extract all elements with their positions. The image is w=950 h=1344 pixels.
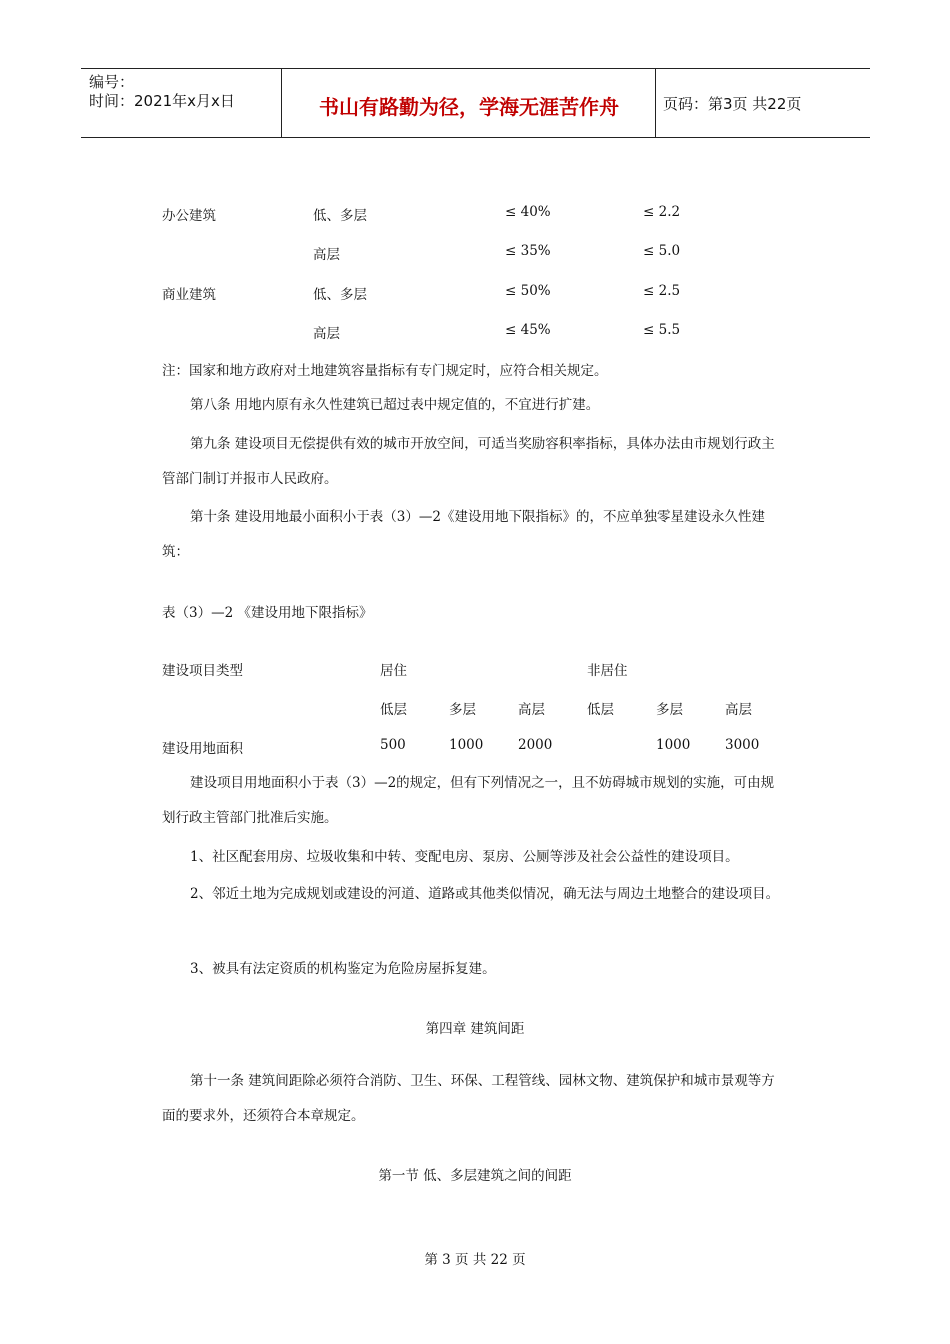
- exception-paragraph: 建设项目用地面积小于表（3）—2的规定，但有下列情况之一，且不妨碍城市规划的实施，可由规划行政主管部门批准后实施。: [162, 775, 775, 826]
- table-cell: ≤ 5.0: [643, 243, 681, 259]
- list-item: 2、邻近土地为完成规划或建设的河道、道路或其他类似情况，确无法与周边土地整合的建设项目。: [190, 886, 780, 902]
- table-subheader: 高层: [518, 702, 545, 718]
- table-cell: 低、多层: [313, 208, 367, 224]
- document-time-label: 时间：2021年x月x日: [89, 92, 235, 110]
- chapter-heading: 第四章 建筑间距: [425, 1021, 525, 1037]
- section-heading: 第一节 低、多层建筑之间的间距: [378, 1168, 572, 1184]
- table-value: 1000: [656, 737, 691, 753]
- table-note: 注：国家和地方政府对土地建筑容量指标有专门规定时，应符合相关规定。: [162, 363, 608, 379]
- header-page-label: 页码：第3页 共22页: [663, 95, 802, 113]
- table-row-label: 建设用地面积: [162, 741, 243, 757]
- table-subheader: 多层: [656, 702, 683, 718]
- table-cell: 办公建筑: [162, 208, 216, 224]
- list-item: 1、社区配套用房、垃圾收集和中转、变配电房、泵房、公厕等涉及社会公益性的建设项目。: [190, 849, 739, 865]
- header-divider: [281, 69, 282, 137]
- table-cell: 高层: [313, 247, 340, 263]
- table-header-nonresidential: 非居住: [587, 663, 628, 679]
- table-cell: ≤ 35%: [505, 243, 551, 259]
- article-11: 第十一条 建筑间距除必须符合消防、卫生、环保、工程管线、园林文物、建筑保护和城市景观等方面的要求外，还须符合本章规定。: [162, 1073, 775, 1124]
- table-cell: ≤ 2.2: [643, 204, 681, 220]
- table-caption: 表（3）—2 《建设用地下限指标》: [162, 605, 373, 621]
- header-left: [89, 73, 235, 111]
- table-value: 3000: [725, 737, 760, 753]
- table-header-type: 建设项目类型: [162, 663, 243, 679]
- table-cell: 高层: [313, 326, 340, 342]
- header-divider: [655, 69, 656, 137]
- list-item: 3、被具有法定资质的机构鉴定为危险房屋拆复建。: [190, 961, 496, 977]
- table-cell: ≤ 2.5: [643, 283, 681, 299]
- header-motto: 书山有路勤为径，学海无涯苦作舟: [319, 95, 619, 119]
- article-8: 第八条 用地内原有永久性建筑已超过表中规定值的，不宜进行扩建。: [190, 397, 600, 413]
- article-10: 第十条 建设用地最小面积小于表（3）—2《建设用地下限指标》的，不应单独零星建设永久性建筑：: [162, 509, 765, 560]
- table-value: 500: [380, 737, 406, 753]
- table-header-residential: 居住: [380, 663, 407, 679]
- document-number-label: 编号：: [89, 73, 135, 91]
- table-subheader: 高层: [725, 702, 752, 718]
- table-subheader: 多层: [449, 702, 476, 718]
- table-subheader: 低层: [380, 702, 407, 718]
- table-cell: 低、多层: [313, 287, 367, 303]
- article-9: 第九条 建设项目无偿提供有效的城市开放空间，可适当奖励容积率指标，具体办法由市规划行政主管部门制订并报市人民政府。: [162, 436, 775, 487]
- table-value: 2000: [518, 737, 553, 753]
- table-cell: ≤ 45%: [505, 322, 551, 338]
- table-cell: ≤ 40%: [505, 204, 551, 220]
- table-cell: 商业建筑: [162, 287, 216, 303]
- page-footer: 第 3 页 共 22 页: [424, 1252, 526, 1268]
- table-subheader: 低层: [587, 702, 614, 718]
- table-cell: ≤ 5.5: [643, 322, 681, 338]
- page-header: [81, 68, 870, 138]
- table-value: 1000: [449, 737, 484, 753]
- table-cell: ≤ 50%: [505, 283, 551, 299]
